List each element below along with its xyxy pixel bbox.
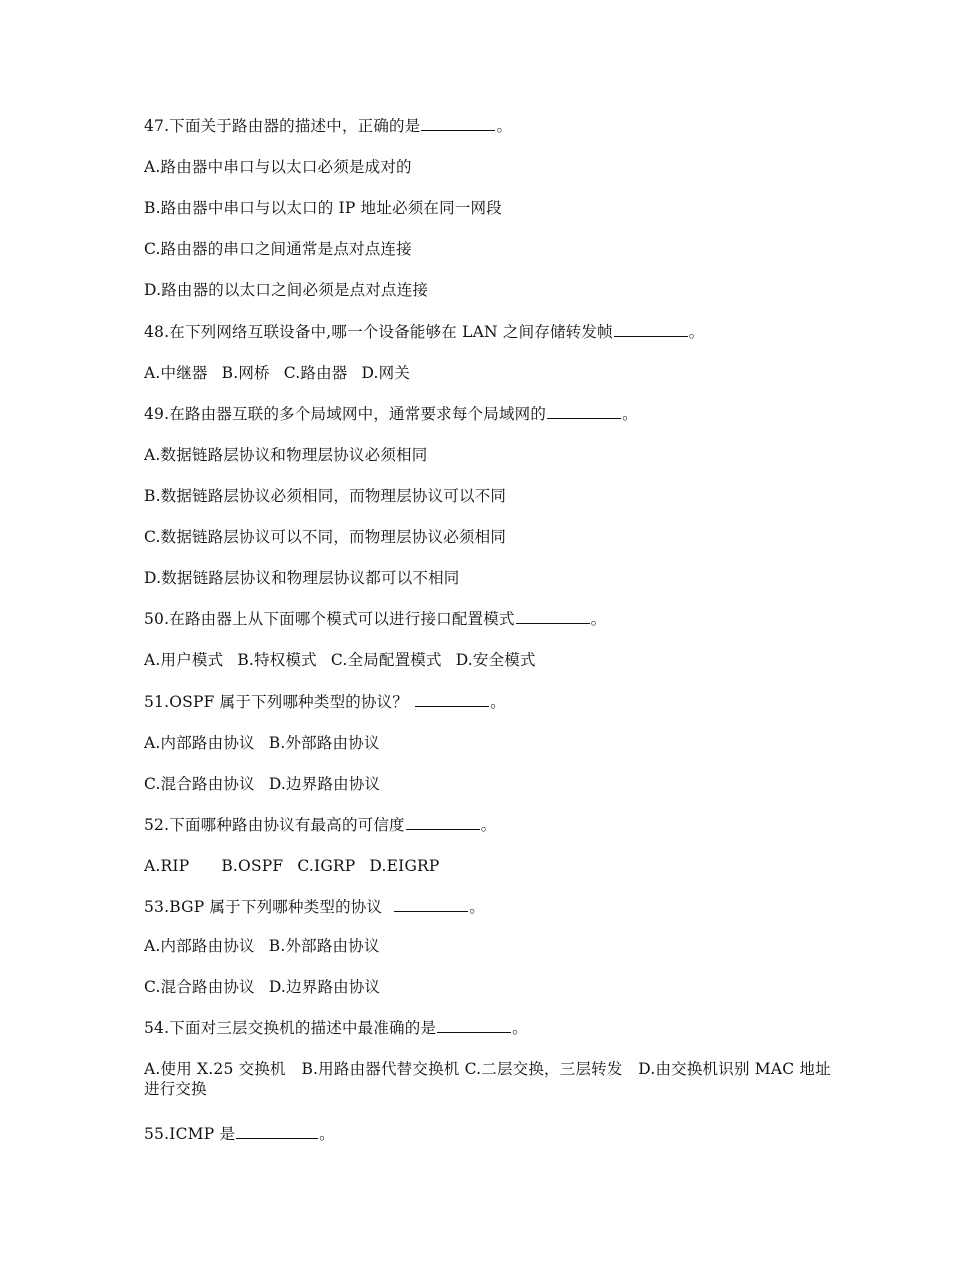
- option-48-c: C.路由器: [283, 364, 348, 382]
- answer-blank: [394, 897, 468, 912]
- question-47: 47.下面关于路由器的描述中，正确的是 。: [144, 117, 513, 135]
- option-49-d: D.数据链路层协议和物理层协议都可以不相同: [144, 569, 460, 587]
- question-54-stem: 54.下面对三层交换机的描述中最准确的是: [144, 1019, 437, 1037]
- options-51-row2: [144, 774, 844, 794]
- option-53-c: C.混合路由协议: [144, 978, 255, 996]
- option-51-a: A.内部路由协议: [144, 734, 255, 752]
- question-48-stem: 48.在下列网络互联设备中,哪一个设备能够在 LAN 之间存储转发帧: [144, 323, 613, 341]
- question-52: 52.下面哪种路由协议有最高的可信度 。: [144, 816, 497, 834]
- options-51-row1: [144, 733, 844, 753]
- option-50-b: B.特权模式: [237, 651, 317, 669]
- option-48-d: D.网关: [361, 364, 411, 382]
- option-50-a: A.用户模式: [144, 651, 224, 669]
- options-50: [144, 650, 844, 670]
- option-51-b: B.外部路由协议: [268, 734, 380, 752]
- option-51-c: C.混合路由协议: [144, 775, 255, 793]
- option-47-d: D.路由器的以太口之间必须是点对点连接: [144, 281, 429, 299]
- answer-blank: [614, 322, 688, 337]
- option-48-a: A.中继器: [144, 364, 208, 382]
- answer-blank: [236, 1124, 318, 1139]
- option-52-b: B.OSPF: [221, 857, 284, 875]
- answer-blank: [547, 404, 621, 419]
- question-49-stem: 49.在路由器互联的多个局域网中，通常要求每个局域网的: [144, 405, 547, 423]
- question-53-stem: 53.BGP 属于下列哪种类型的协议: [144, 898, 388, 916]
- option-50-d: D.安全模式: [455, 651, 536, 669]
- question-50: 50.在路由器上从下面哪个模式可以进行接口配置模式 。: [144, 610, 607, 628]
- question-51: 51.OSPF 属于下列哪种类型的协议？ 。: [144, 693, 506, 711]
- option-53-a: A.内部路由协议: [144, 937, 255, 955]
- options-54: A.使用 X.25 交换机 B.用路由器代替交换机 C.二层交换，三层转发 D.由交换机识别 MAC 地址进行交换: [144, 1060, 831, 1098]
- question-51-stem: 51.OSPF 属于下列哪种类型的协议？: [144, 693, 409, 711]
- option-52-a: A.RIP: [144, 857, 190, 875]
- option-47-b: B.路由器中串口与以太口的 IP 地址必须在同一网段: [144, 199, 502, 217]
- question-53: 53.BGP 属于下列哪种类型的协议 。: [144, 898, 485, 916]
- option-49-a: A.数据链路层协议和物理层协议必须相同: [144, 446, 428, 464]
- option-49-b: B.数据链路层协议必须相同，而物理层协议可以不同: [144, 487, 507, 505]
- options-52: [144, 856, 844, 876]
- answer-blank: [437, 1018, 511, 1033]
- question-54: 54.下面对三层交换机的描述中最准确的是 。: [144, 1019, 528, 1037]
- option-50-c: C.全局配置模式: [330, 651, 442, 669]
- option-49-c: C.数据链路层协议可以不同，而物理层协议必须相同: [144, 528, 507, 546]
- question-52-stem: 52.下面哪种路由协议有最高的可信度: [144, 816, 405, 834]
- question-47-stem: 47.下面关于路由器的描述中，正确的是: [144, 117, 421, 135]
- option-53-b: B.外部路由协议: [268, 937, 380, 955]
- answer-blank: [421, 116, 495, 131]
- question-55: 55.ICMP 是 。: [144, 1125, 335, 1143]
- option-52-c: C.IGRP: [297, 857, 356, 875]
- question-50-stem: 50.在路由器上从下面哪个模式可以进行接口配置模式: [144, 610, 515, 628]
- answer-blank: [406, 815, 480, 830]
- option-53-d: D.边界路由协议: [268, 978, 381, 996]
- answer-blank: [415, 692, 489, 707]
- options-53-row1: [144, 936, 844, 956]
- option-51-d: D.边界路由协议: [268, 775, 381, 793]
- option-48-b: B.网桥: [221, 364, 270, 382]
- option-47-a: A.路由器中串口与以太口必须是成对的: [144, 158, 412, 176]
- question-48: 48.在下列网络互联设备中,哪一个设备能够在 LAN 之间存储转发帧 。: [144, 323, 705, 341]
- answer-blank: [516, 609, 590, 624]
- question-55-stem: 55.ICMP 是: [144, 1125, 236, 1143]
- question-49: 49.在路由器互联的多个局域网中，通常要求每个局域网的 。: [144, 405, 638, 423]
- options-53-row2: [144, 977, 844, 997]
- option-47-c: C.路由器的串口之间通常是点对点连接: [144, 240, 412, 258]
- option-52-d: D.EIGRP: [369, 857, 440, 875]
- options-48: [144, 363, 844, 383]
